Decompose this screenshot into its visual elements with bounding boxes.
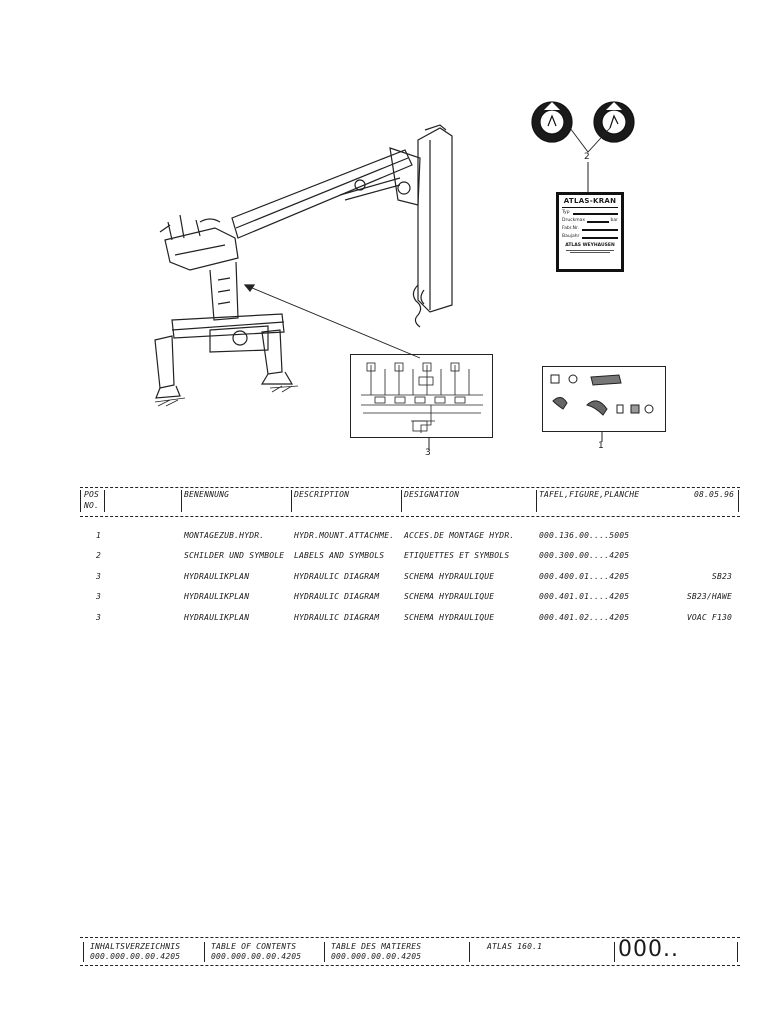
callout-2: 2 [584,152,590,162]
row-benennung: SCHILDER UND SYMBOLE [184,551,285,560]
row-pos: 3 [96,572,102,581]
row-tafel: 000.401.02....4205 [539,613,630,622]
plate-field: Baujahr [562,234,618,239]
footer-en-title: TABLE OF CONTENTS [211,942,297,951]
row-description: HYDRAULIC DIAGRAM [294,613,380,622]
row-note: VOAC F130 [686,613,732,622]
row-description: HYDRAULIC DIAGRAM [294,572,380,581]
plate-maker: ATLAS WEYHAUSEN [565,243,615,248]
callout-2-leader [587,162,591,192]
plate-field: Typ [562,210,618,215]
accessory-parts [543,367,667,433]
row-pos: 2 [96,551,102,560]
header-description: DESCRIPTION [294,490,350,499]
footer-fr-code: 000.000.00.00.4205 [331,952,422,961]
row-tafel: 000.400.01....4205 [539,572,630,581]
manufacturer-plate [556,192,624,272]
footer-fr-title: TABLE DES MATIERES [331,942,422,951]
footer-en-code: 000.000.00.00.4205 [211,952,302,961]
row-pos: 3 [96,613,102,622]
hydraulic-schematic [351,355,494,439]
header-no: NO. [84,501,100,510]
row-pos: 3 [96,592,102,601]
plate-field: Druckmax bar [562,218,618,223]
row-description: HYDRAULIC DIAGRAM [294,592,380,601]
row-note: SB23/HAWE [686,592,732,601]
row-tafel: 000.300.00....4205 [539,551,630,560]
header-pos: POS [84,490,100,499]
row-benennung: HYDRAULIKPLAN [184,592,250,601]
row-tafel: 000.401.01....4205 [539,592,630,601]
row-designation: ACCES.DE MONTAGE HYDR. [404,531,515,540]
row-benennung: HYDRAULIKPLAN [184,572,250,581]
mounting-accessories-box [542,366,666,432]
footer-de-code: 000.000.00.00.4205 [90,952,181,961]
header-date: 08.05.96 [694,490,735,499]
header-tafel: TAFEL,FIGURE,PLANCHE [539,490,640,499]
row-pos: 1 [96,531,102,540]
footer-page-number: 000.. [618,937,679,962]
row-tafel: 000.136.00....5005 [539,531,630,540]
footer-de-title: INHALTSVERZEICHNIS [90,942,181,951]
row-description: LABELS AND SYMBOLS [294,551,385,560]
row-benennung: HYDRAULIKPLAN [184,613,250,622]
footer-model: ATLAS 160.1 [487,942,543,951]
header-designation: DESIGNATION [404,490,460,499]
symbol-leaders [560,124,620,154]
callout-3: 3 [425,448,431,458]
header-benennung: BENENNUNG [184,490,230,499]
row-note: SB23 [711,572,732,581]
plate-title: ATLAS-KRAN [563,197,617,205]
row-designation: SCHEMA HYDRAULIQUE [404,592,495,601]
row-designation: SCHEMA HYDRAULIQUE [404,613,495,622]
callout-1: 1 [598,441,604,451]
row-benennung: MONTAGEZUB.HYDR. [184,531,265,540]
hydraulic-diagram-box [350,354,493,438]
plate-field: Fabr.Nr. [562,226,618,231]
row-description: HYDR.MOUNT.ATTACHME. [294,531,395,540]
row-designation: SCHEMA HYDRAULIQUE [404,572,495,581]
row-designation: ETIQUETTES ET SYMBOLS [404,551,510,560]
